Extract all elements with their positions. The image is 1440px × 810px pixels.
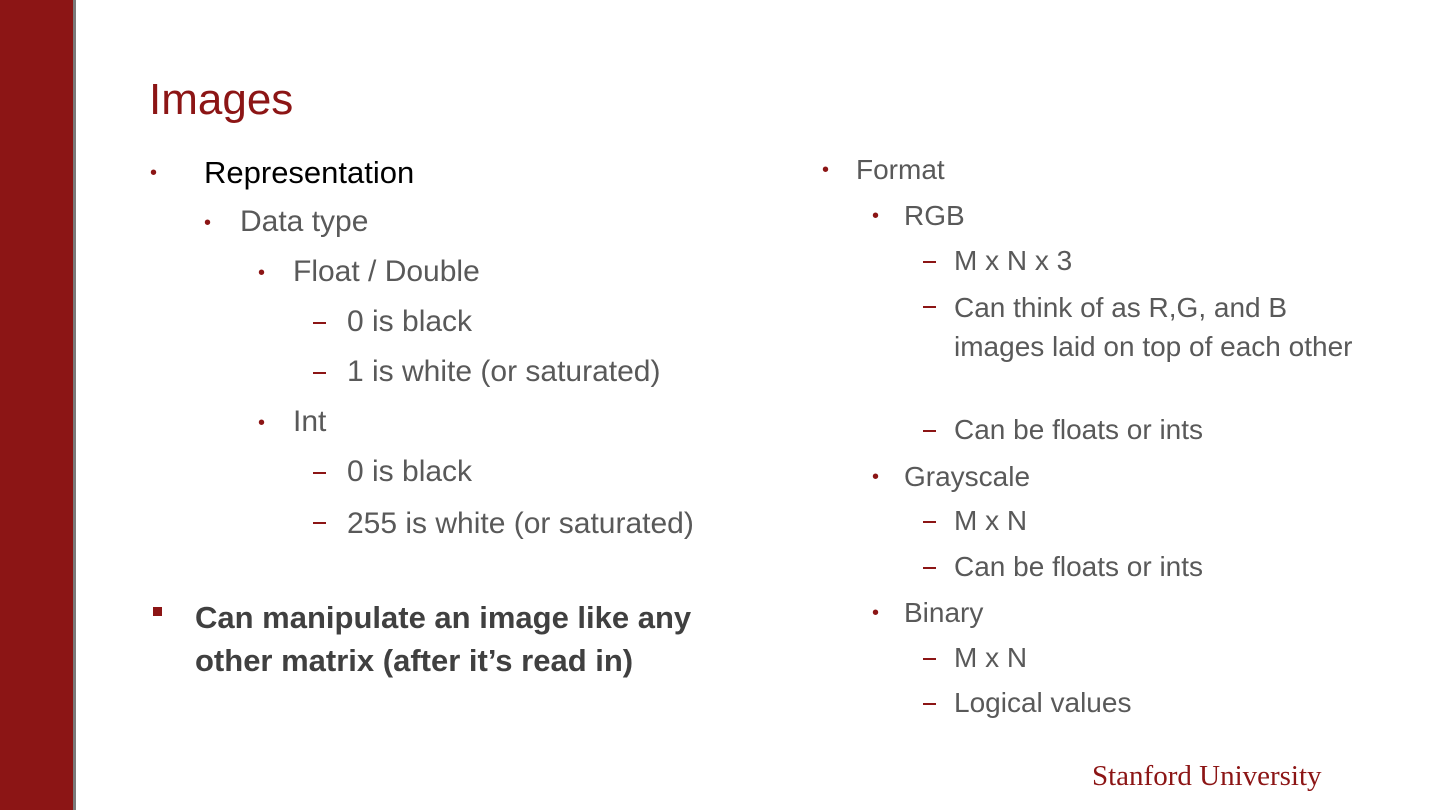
list-item-rgb-think: Can think of as R,G, and B images laid on top of each other [954,292,1353,362]
list-item-rgb: RGB [904,200,965,231]
list-item-representation: Representation [204,155,415,190]
list-item-rgb-types: Can be floats or ints [954,414,1204,445]
square-bullet [153,607,162,616]
list-item-grayscale: Grayscale [904,461,1031,492]
dash-marker [923,306,936,308]
bullet-dot: • [258,412,266,434]
dash-marker [923,567,936,569]
list-item-binary-values: Logical values [954,687,1132,718]
dash-marker [313,322,326,324]
dash-marker [923,703,936,705]
dash-marker [923,430,936,432]
list-item-binary: Binary [904,597,984,628]
list-item-int: Int [293,405,327,438]
bullet-dot: • [258,262,266,284]
list-item-float-one: 1 is white (or saturated) [347,355,661,388]
list-item-gray-dims: M x N [954,505,1028,536]
dash-marker [313,372,326,374]
dash-marker [923,261,936,263]
sidebar-edge [73,0,76,810]
list-item-int-zero: 0 is black [347,455,473,488]
list-item-binary-dims: M x N [954,642,1028,673]
dash-marker [923,658,936,660]
bullet-dot: • [872,466,880,488]
list-item-format: Format [856,154,945,185]
list-item-int-max: 255 is white (or saturated) [347,507,694,540]
dash-marker [313,522,326,524]
list-item-data-type: Data type [240,205,369,238]
bullet-dot: • [872,602,880,624]
list-item-rgb-dims: M x N x 3 [954,245,1073,276]
dash-marker [923,521,936,523]
sidebar-accent-bar [0,0,73,810]
list-item-gray-types: Can be floats or ints [954,551,1204,582]
bullet-dot: • [204,212,212,234]
slide-title: Images [149,75,294,124]
list-item-float-zero: 0 is black [347,305,473,338]
list-item-manipulate: Can manipulate an image like any other matrix (after it’s read in) [195,600,692,678]
list-item-float-double: Float / Double [293,255,480,288]
dash-marker [313,472,326,474]
bullet-dot: • [872,205,880,227]
bullet-dot: • [150,162,158,184]
bullet-dot: • [822,159,830,181]
stanford-logo: Stanford University [1092,760,1322,792]
